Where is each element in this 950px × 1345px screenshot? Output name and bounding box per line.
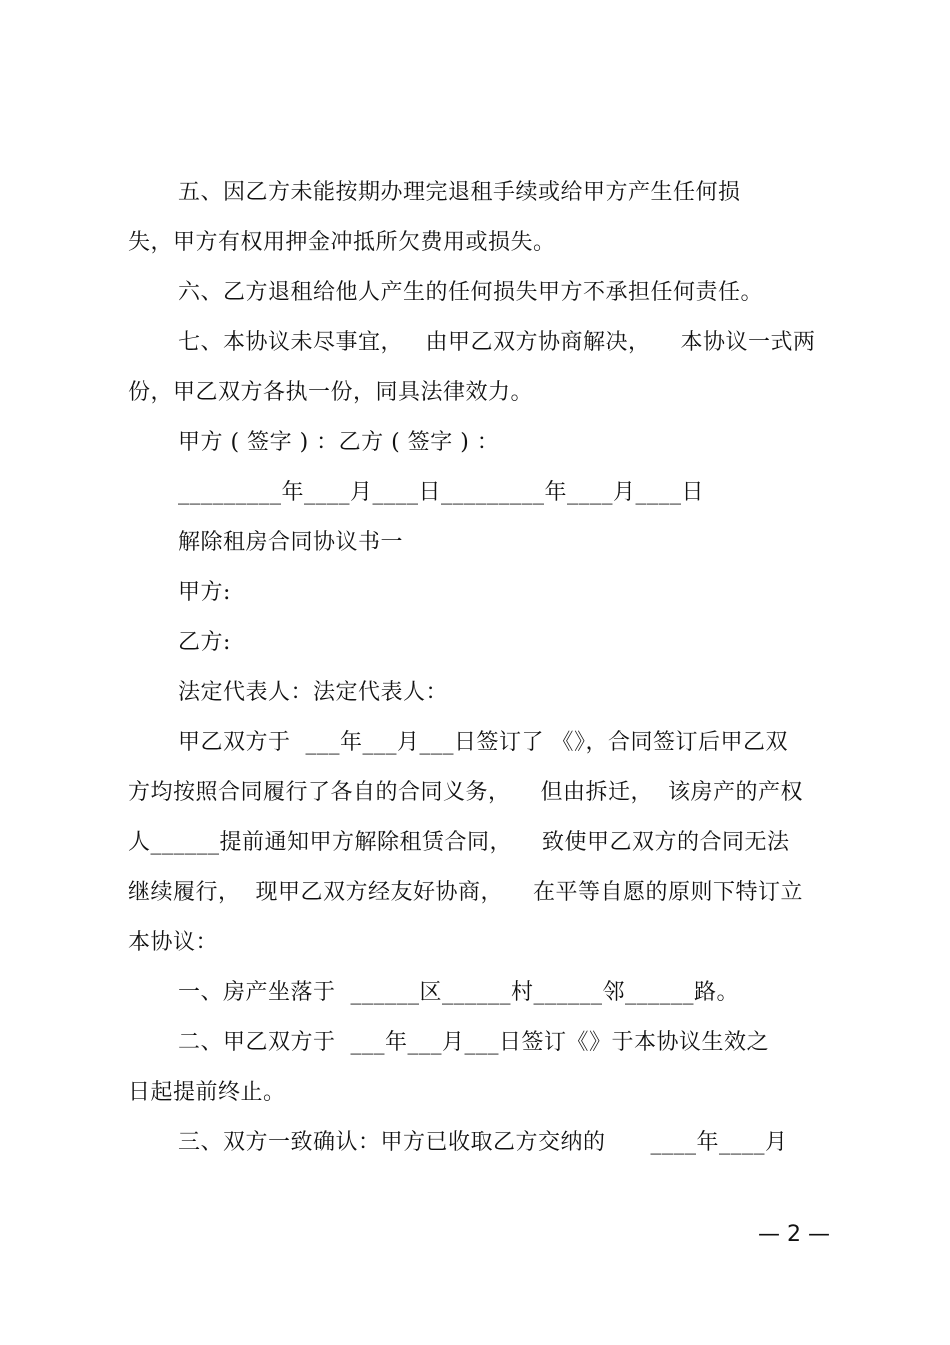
clause-5-line-1: 五、因乙方未能按期办理完退租手续或给甲方产生任何损 xyxy=(178,180,741,205)
preamble-line-4: 继续履行， 现甲乙双方经友好协商， 在平等自愿的原则下特订立 xyxy=(128,880,803,905)
clause-6: 六、乙方退租给他人产生的任何损失甲方不承担任何责任。 xyxy=(178,280,764,305)
party-a: 甲方: xyxy=(178,580,231,605)
clause-7-line-2: 份，甲乙双方各执一份，同具法律效力。 xyxy=(128,380,534,405)
term-2-line-1: 二、甲乙双方于 ___年___月___日签订《》于本协议生效之 xyxy=(178,1030,769,1055)
party-b: 乙方: xyxy=(178,630,231,655)
page-number: — 2 — xyxy=(758,1222,830,1247)
term-3-line-1: 三、双方一致确认：甲方已收取乙方交纳的 ____年____月 xyxy=(178,1130,788,1155)
section-title: 解除租房合同协议书一 xyxy=(178,530,404,555)
legal-representatives: 法定代表人：法定代表人： xyxy=(178,680,449,705)
clause-5-line-2: 失，甲方有权用押金冲抵所欠费用或损失。 xyxy=(128,230,556,255)
preamble-line-5: 本协议： xyxy=(128,930,219,955)
term-2-line-2: 日起提前终止。 xyxy=(128,1080,286,1105)
preamble-line-2: 方均按照合同履行了各自的合同义务， 但由拆迁， 该房产的产权 xyxy=(128,780,803,805)
clause-7-line-1: 七、本协议未尽事宜， 由甲乙双方协商解决， 本协议一式两 xyxy=(178,330,816,355)
date-blanks: _________年____月____日_________年____月____日 xyxy=(178,480,705,505)
preamble-line-1: 甲乙双方于 ___年___月___日签订了 《》，合同签订后甲乙双 xyxy=(178,730,788,755)
preamble-line-3: 人______提前通知甲方解除租赁合同， 致使甲乙双方的合同无法 xyxy=(128,830,790,855)
term-1: 一、房产坐落于 ______区______村______邻______路。 xyxy=(178,980,739,1005)
signature-line: 甲方 ( 签字 ) ：乙方 ( 签字 ) ： xyxy=(178,430,500,455)
